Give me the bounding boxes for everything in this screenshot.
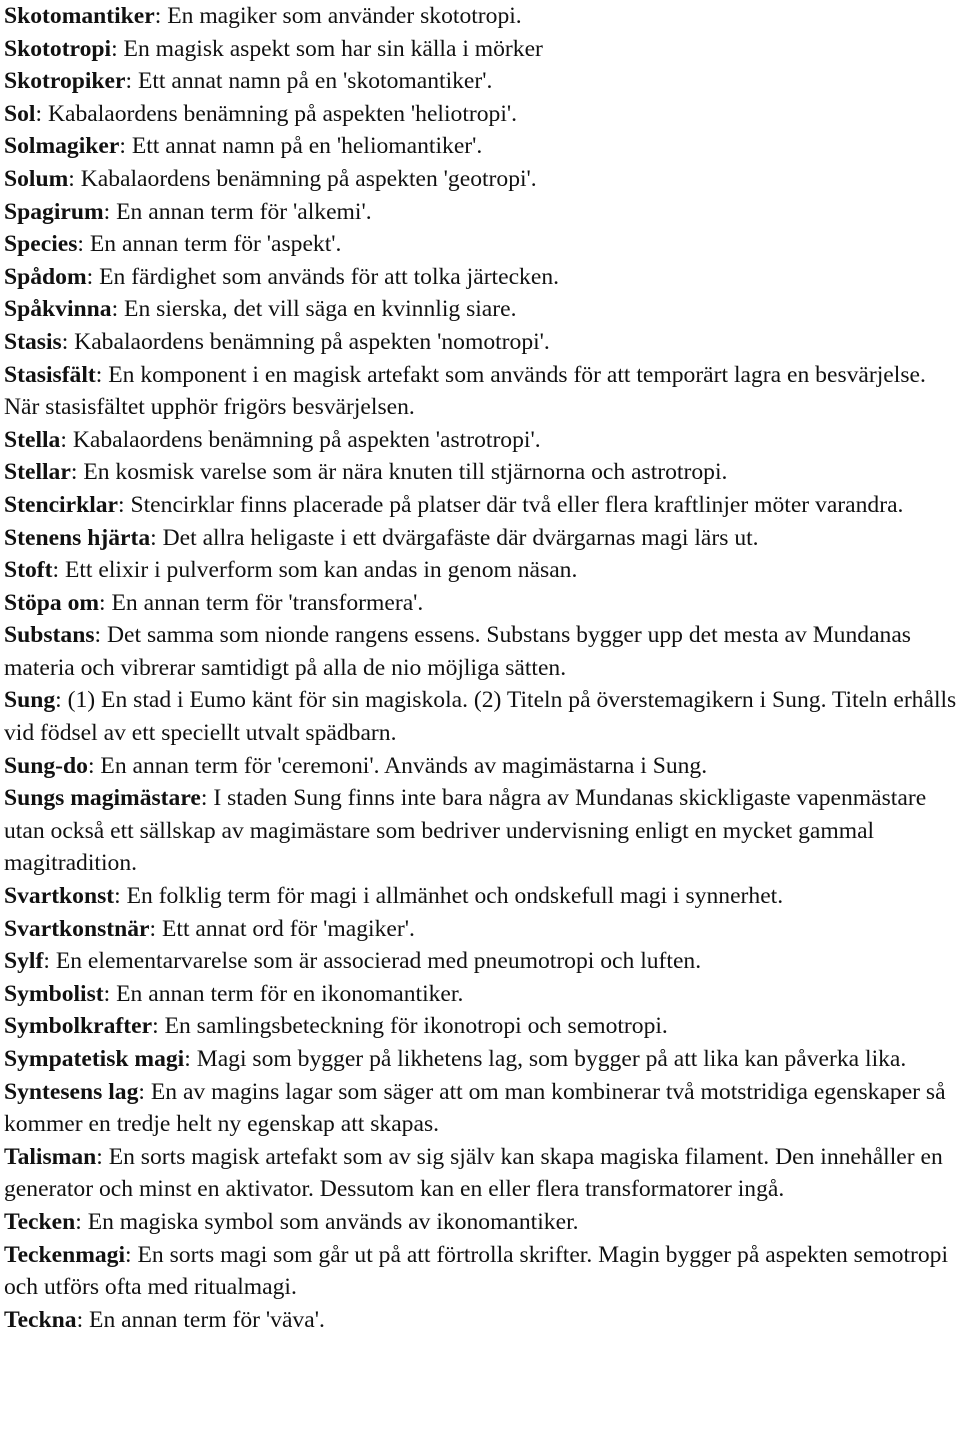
entry-term: Stoft xyxy=(4,557,53,584)
glossary-entry: Teckenmagi: En sorts magi som går ut på att förtrolla skrifter. Magin bygger på aspekten semotropi och utförs ofta med ritualmagi. xyxy=(4,1241,949,1301)
entry-term: Sung-do xyxy=(4,752,88,779)
entry-definition: Ett elixir i pulverform som kan andas in genom näsan. xyxy=(64,557,578,584)
entry-definition: Ett annat namn på en 'skotomantiker'. xyxy=(137,68,493,95)
entry-term: Sylf xyxy=(4,948,44,975)
entry-definition: En komponent i en magisk artefakt som används för att temporärt lagra en besvärjelse. När stasisfältet upphör frigörs besvärjelsen. xyxy=(4,361,926,421)
glossary-entry: Spådom: En färdighet som används för att tolka järtecken. xyxy=(4,263,560,290)
entry-term: Teckna xyxy=(4,1306,77,1333)
entry-definition: En annan term för 'alkemi'. xyxy=(116,198,372,225)
entry-term: Spåkvinna xyxy=(4,296,112,323)
glossary-entry: Skotomantiker: En magiker som använder skototropi. xyxy=(4,3,522,29)
entry-definition: Det allra heligaste i ett dvärgafäste där dvärgarnas magi lärs ut. xyxy=(162,524,759,551)
entry-definition: I staden Sung finns inte bara några av Mundanas skickligaste vapenmästare utan också ett sällskap av magimästare som bedriver undervisning enligt en mycket gammal magitradition. xyxy=(4,785,927,877)
glossary-entry: Svartkonst: En folklig term för magi i allmänhet och ondskefull magi i synnerhet. xyxy=(4,883,784,910)
entry-term: Svartkonstnär xyxy=(4,915,150,942)
entry-term: Stella xyxy=(4,426,61,453)
entry-term: Stencirklar xyxy=(4,491,119,518)
entry-definition: En sorts magisk artefakt som av sig själv kan skapa magiska filament. Den innehåller en generator och minst en aktivator. Dessutom kan en eller flera transformatorer ingå. xyxy=(4,1143,943,1203)
glossary-entry: Skotropiker: Ett annat namn på en 'skotomantiker'. xyxy=(4,68,493,95)
entry-term: Tecken xyxy=(4,1208,76,1235)
entry-definition: En annan term för 'ceremoni'. Används av magimästarna i Sung. xyxy=(100,752,708,779)
entry-term: Sol xyxy=(4,100,36,127)
entry-definition: En magisk aspekt som har sin källa i mörker xyxy=(123,35,543,62)
entry-definition: En annan term för 'aspekt'. xyxy=(89,231,342,258)
entry-definition: En magiker som använder skototropi. xyxy=(167,3,522,29)
entry-definition: Ett annat namn på en 'heliomantiker'. xyxy=(131,133,483,160)
entry-term: Substans xyxy=(4,622,95,649)
glossary-entry: Stencirklar: Stencirklar finns placerade på platser där två eller flera kraftlinjer möter varandra. xyxy=(4,491,904,518)
entry-term: Species xyxy=(4,231,78,258)
entry-term: Spagirum xyxy=(4,198,104,225)
entry-term: Syntesens lag xyxy=(4,1078,139,1105)
glossary-entry: Substans: Det samma som nionde rangens essens. Substans bygger upp det mesta av Mundanas materia och vibrerar samtidigt på alla de nio möjliga sätten. xyxy=(4,622,911,681)
glossary-entry: Sol: Kabalaordens benämning på aspekten 'heliotropi'. xyxy=(4,100,518,127)
entry-definition: Kabalaordens benämning på aspekten 'nomotropi'. xyxy=(74,328,550,355)
entry-definition: En annan term för 'väva'. xyxy=(89,1306,325,1333)
glossary-entry: Sungs magimästare: I staden Sung finns inte bara några av Mundanas skickligaste vapenmästare utan också ett sällskap av magimästare som bedriver undervisning enligt en mycket gammal magitradition. xyxy=(4,785,927,877)
entry-term: Skotropiker xyxy=(4,68,126,95)
entry-definition: Stencirklar finns placerade på platser där två eller flera kraftlinjer möter varandra. xyxy=(130,491,904,518)
entry-term: Spådom xyxy=(4,263,87,290)
entry-definition: En kosmisk varelse som är nära knuten till stjärnorna och astrotropi. xyxy=(83,459,728,486)
entry-term: Skotomantiker xyxy=(4,3,155,29)
entry-definition: En färdighet som används för att tolka järtecken. xyxy=(99,263,560,290)
entry-definition: En sorts magi som går ut på att förtrolla skrifter. Magin bygger på aspekten semotropi och utförs ofta med ritualmagi. xyxy=(4,1241,949,1301)
entry-definition: Kabalaordens benämning på aspekten 'astrotropi'. xyxy=(72,426,541,453)
glossary-entry: Solmagiker: Ett annat namn på en 'heliomantiker'. xyxy=(4,133,483,160)
glossary-entry: Stasisfält: En komponent i en magisk artefakt som används för att temporärt lagra en besvärjelse. När stasisfältet upphör frigörs besvärjelsen. xyxy=(4,361,926,421)
glossary-entry: Skototropi: En magisk aspekt som har sin källa i mörker xyxy=(4,35,543,62)
entry-definition: En samlingsbeteckning för ikonotropi och semotropi. xyxy=(164,1013,668,1040)
glossary-entry: Sung-do: En annan term för 'ceremoni'. Används av magimästarna i Sung. xyxy=(4,752,708,779)
glossary-entry: Stoft: Ett elixir i pulverform som kan andas in genom näsan. xyxy=(4,557,578,584)
glossary-entry: Stasis: Kabalaordens benämning på aspekten 'nomotropi'. xyxy=(4,328,550,355)
entry-term: Sung xyxy=(4,687,56,714)
entry-term: Stellar xyxy=(4,459,71,486)
glossary-entry: Sung: (1) En stad i Eumo känt för sin magiskola. (2) Titeln på överstemagikern i Sung. Titeln erhålls vid födsel av ett speciellt utvalt spädbarn. xyxy=(4,687,957,747)
entry-term: Svartkonst xyxy=(4,883,115,910)
glossary-entry: Tecken: En magiska symbol som används av ikonomantiker. xyxy=(4,1208,579,1235)
entry-term: Solum xyxy=(4,165,69,192)
glossary-entry: Stenens hjärta: Det allra heligaste i ett dvärgafäste där dvärgarnas magi lärs ut. xyxy=(4,524,759,551)
glossary-entry: Solum: Kabalaordens benämning på aspekten 'geotropi'. xyxy=(4,165,537,192)
glossary-entry: Syntesens lag: En av magins lagar som säger att om man kombinerar två motstridiga egenskaper så kommer en tredje helt ny egenskap att skapas. xyxy=(4,1078,946,1138)
entry-definition: Det samma som nionde rangens essens. Substans bygger upp det mesta av Mundanas materia och vibrerar samtidigt på alla de nio möjliga sätten. xyxy=(4,622,911,681)
glossary-entry: Stellar: En kosmisk varelse som är nära knuten till stjärnorna och astrotropi. xyxy=(4,459,728,486)
entry-definition: En folklig term för magi i allmänhet och ondskefull magi i synnerhet. xyxy=(126,883,784,910)
entry-term: Stasisfält xyxy=(4,361,96,388)
glossary-entry: Stella: Kabalaordens benämning på aspekten 'astrotropi'. xyxy=(4,426,541,453)
glossary-entry: Symbolist: En annan term för en ikonomantiker. xyxy=(4,980,464,1007)
entry-term: Stenens hjärta xyxy=(4,524,151,551)
entry-definition: En av magins lagar som säger att om man kombinerar två motstridiga egenskaper så kommer en tredje helt ny egenskap att skapas. xyxy=(4,1078,946,1138)
glossary-entry: Spagirum: En annan term för 'alkemi'. xyxy=(4,198,372,225)
glossary-entry: Stöpa om: En annan term för 'transformera'. xyxy=(4,589,424,616)
entry-definition: Kabalaordens benämning på aspekten 'geotropi'. xyxy=(80,165,537,192)
entry-definition: En magiska symbol som används av ikonomantiker. xyxy=(87,1208,579,1235)
glossary-entry: Sylf: En elementarvarelse som är associerad med pneumotropi och luften. xyxy=(4,948,702,975)
glossary-entry: Species: En annan term för 'aspekt'. xyxy=(4,231,342,258)
entry-term: Stöpa om xyxy=(4,589,100,616)
entry-term: Sympatetisk magi xyxy=(4,1046,185,1072)
glossary-entry: Symbolkrafter: En samlingsbeteckning för ikonotropi och semotropi. xyxy=(4,1013,668,1040)
entry-definition: En elementarvarelse som är associerad med pneumotropi och luften. xyxy=(55,948,702,975)
glossary-entry: Teckna: En annan term för 'väva'. xyxy=(4,1306,325,1333)
glossary-entry: Talisman: En sorts magisk artefakt som av sig själv kan skapa magiska filament. Den innehåller en generator och minst en aktivator. Dessutom kan en eller flera transformatorer ingå. xyxy=(4,1143,943,1203)
entry-term: Talisman xyxy=(4,1143,97,1170)
entry-term: Solmagiker xyxy=(4,133,120,160)
entry-term: Sungs magimästare xyxy=(4,785,201,812)
glossary-entry: Svartkonstnär: Ett annat ord för 'magiker'. xyxy=(4,915,415,942)
entry-term: Symbolkrafter xyxy=(4,1013,153,1040)
entry-definition: En annan term för en ikonomantiker. xyxy=(116,980,464,1007)
entry-definition: Magi som bygger på likhetens lag, som bygger på att lika kan påverka lika. xyxy=(196,1046,907,1072)
entry-term: Teckenmagi xyxy=(4,1241,126,1268)
entry-definition: En sierska, det vill säga en kvinnlig siare. xyxy=(124,296,517,323)
glossary-entry: Spåkvinna: En sierska, det vill säga en kvinnlig siare. xyxy=(4,296,517,323)
entry-definition: (1) En stad i Eumo känt för sin magiskola. (2) Titeln på överstemagikern i Sung. Titeln erhålls vid födsel av ett speciellt utvalt spädbarn. xyxy=(4,687,957,747)
entry-definition: Ett annat ord för 'magiker'. xyxy=(161,915,415,942)
entry-term: Symbolist xyxy=(4,980,104,1007)
entry-definition: En annan term för 'transformera'. xyxy=(111,589,424,616)
glossary-entry: Sympatetisk magi: Magi som bygger på likhetens lag, som bygger på att lika kan påverka lika. xyxy=(4,1046,907,1072)
entry-definition: Kabalaordens benämning på aspekten 'heliotropi'. xyxy=(47,100,518,127)
entry-term: Stasis xyxy=(4,328,62,355)
entry-term: Skototropi xyxy=(4,35,112,62)
